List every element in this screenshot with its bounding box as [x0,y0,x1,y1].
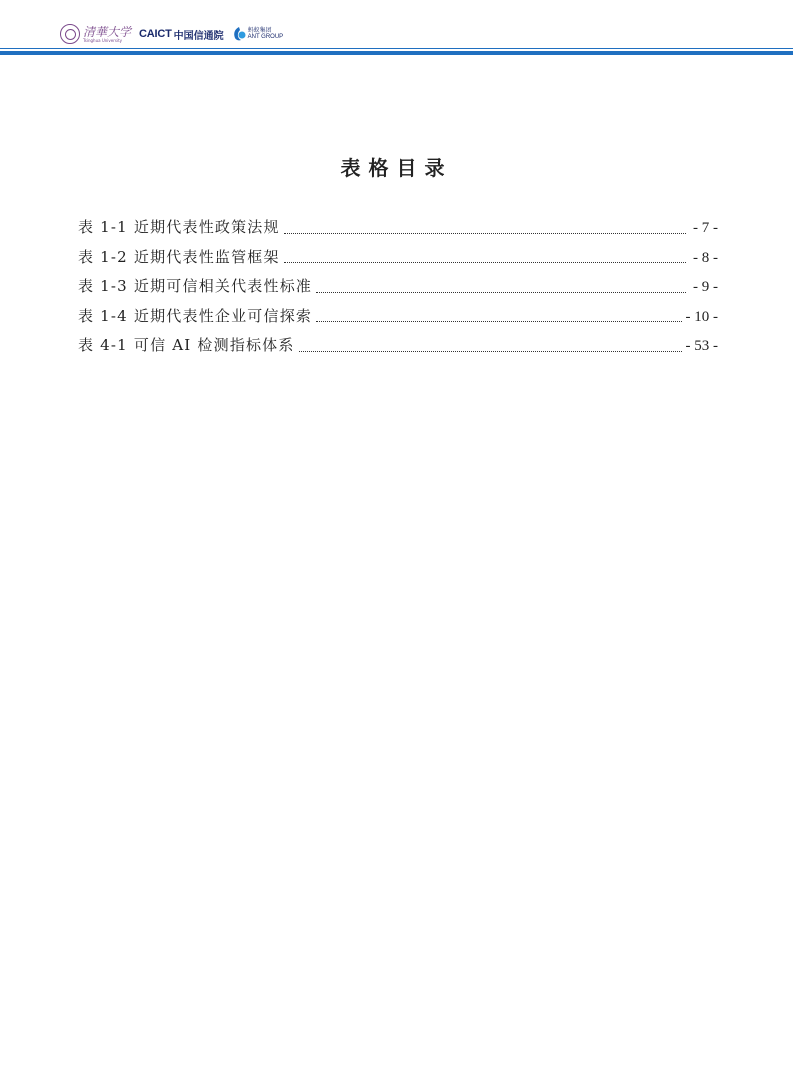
ant-group-logo [232,26,284,42]
toc-leader-dots [316,292,686,293]
page-title: 表格目录 [340,156,453,180]
toc-entry-page: - 9 - [693,279,718,295]
tsinghua-logo [60,24,131,44]
toc-entry-page: - 53 - [685,338,718,354]
header-rule-thick [0,51,793,55]
ant-name-en: ANT GROUP [247,34,284,40]
ant-group-icon [232,26,246,42]
toc-entry[interactable] [78,216,718,246]
toc-entry[interactable] [78,305,718,335]
toc-entry-label: 表 1-1 近期代表性政策法规 [78,218,280,236]
toc-entry-label: 表 1-3 近期可信相关代表性标准 [78,277,313,295]
tsinghua-name-en: Tsinghua University [83,37,123,43]
toc-entry-page: - 8 - [693,249,718,266]
tsinghua-seal-icon [60,24,80,44]
toc-leader-dots [299,351,682,352]
toc-entry-label: 表 1-2 近期代表性监管框架 [78,247,280,266]
toc-entry[interactable] [78,246,718,276]
ant-name-cn: 蚂蚁集团 [247,26,272,34]
toc-entry[interactable] [78,334,718,364]
caict-name-cn: 中国信通院 [173,30,224,42]
caict-logo [139,27,224,42]
toc-entry-label: 表 1-4 近期代表性企业可信探索 [78,306,313,325]
page-header [0,0,793,58]
toc-leader-dots [316,321,681,322]
toc-entry-page: - 7 - [693,220,718,236]
caict-abbr: CAICT [139,28,172,40]
toc-entry-page: - 10 - [685,308,718,325]
header-logos [60,22,283,46]
table-of-tables [78,216,718,364]
header-rule-thin [0,48,793,49]
tsinghua-name-cn: 清華大学 [83,24,132,39]
toc-leader-dots [284,262,686,263]
toc-leader-dots [284,233,686,234]
toc-entry-label: 表 4-1 可信 AI 检测指标体系 [78,336,295,354]
toc-entry[interactable] [78,275,718,305]
